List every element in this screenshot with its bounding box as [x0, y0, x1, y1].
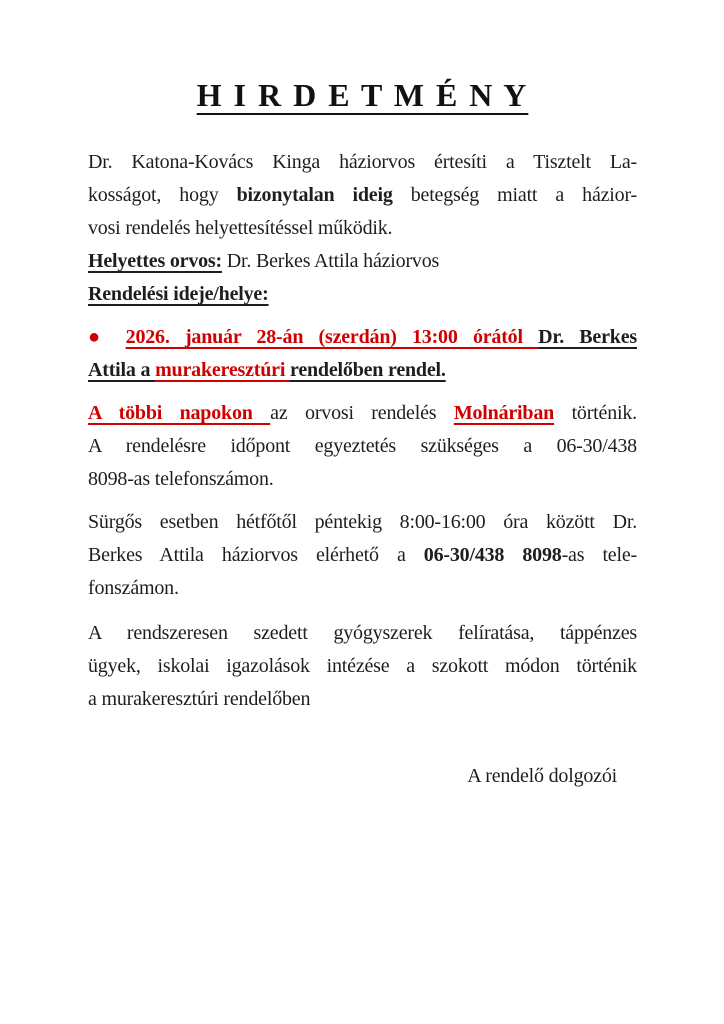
- intro-line-1: [88, 146, 637, 179]
- urgent-line-1-text: Sürgős esetben hétfőtől péntekig 8:00-16:00 óra között Dr.: [88, 511, 637, 533]
- intro-line-3-text: vosi rendelés helyettesítéssel működik.: [88, 217, 393, 239]
- routine-admin-paragraph: [88, 617, 637, 716]
- intro-line-2-post: betegség miatt a házior-: [392, 184, 637, 206]
- routine-line-1-text: A rendszeresen szedett gyógyszerek felíratása, táppénzes: [88, 622, 637, 644]
- routine-line-3: [88, 683, 637, 716]
- other-days-location-red: Molnáriban: [453, 402, 555, 424]
- schedule-heading-line: [88, 278, 637, 311]
- routine-line-2: [88, 650, 637, 683]
- intro-paragraph: [88, 146, 637, 311]
- intro-line-2-pre: kosságot, hogy: [88, 184, 237, 206]
- notice-title: [88, 72, 637, 118]
- intro-line-2-bold: bizonytalan ideig: [236, 184, 393, 206]
- urgent-phone-number: 06-30/438 8098: [423, 544, 562, 566]
- urgent-line-3: [88, 572, 637, 605]
- substitute-doctor-line: [88, 245, 637, 278]
- substitute-doctor-value: Dr. Berkes Attila háziorvos: [221, 250, 440, 272]
- bullet-line-1: [88, 321, 637, 354]
- bullet-line-2: [88, 354, 637, 387]
- signature-text: A rendelő dolgozói: [467, 765, 617, 787]
- intro-line-1-text: Dr. Katona-Kovács Kinga háziorvos értesíti a Tisztelt La-: [88, 151, 637, 173]
- schedule-heading-label: Rendelési ideje/helye:: [88, 283, 269, 305]
- routine-line-1: [88, 617, 637, 650]
- intro-line-2: [88, 179, 637, 212]
- bullet-marker-icon: ●: [88, 326, 126, 348]
- urgent-line-2-post: -as tele-: [561, 544, 637, 566]
- bullet-date-red: 2026. január 28-án (szerdán) 13:00 órától: [125, 326, 539, 348]
- other-days-line-3-text: 8098-as telefonszámon.: [88, 468, 274, 490]
- urgent-line-2-pre: Berkes Attila háziorvos elérhető a: [88, 544, 424, 566]
- other-days-plain-1: az orvosi rendelés: [270, 402, 454, 424]
- intro-line-3: [88, 212, 637, 245]
- routine-line-2-text: ügyek, iskolai igazolások intézése a szokott módon történik: [88, 655, 637, 677]
- other-days-line-2: [88, 430, 637, 463]
- schedule-bullet-item: [88, 321, 637, 387]
- other-days-plain-2: történik.: [554, 402, 637, 424]
- signature-line: [88, 760, 637, 793]
- other-days-red: A többi napokon: [88, 402, 271, 424]
- routine-line-3-text: a murakeresztúri rendelőben: [88, 688, 311, 710]
- urgent-contact-paragraph: [88, 506, 637, 605]
- urgent-line-2: [88, 539, 637, 572]
- bullet-location-red: murakeresztúri: [155, 359, 291, 381]
- bullet-tail-black: rendelőben rendel.: [290, 359, 446, 381]
- other-days-line-1: [88, 397, 637, 430]
- other-days-line-2-text: A rendelésre időpont egyeztetés szükséges a 06-30/438: [88, 435, 637, 457]
- bullet-doctor-black: Dr. Berkes: [538, 326, 637, 348]
- substitute-doctor-label: Helyettes orvos:: [88, 250, 222, 272]
- urgent-line-3-text: fonszámon.: [88, 577, 179, 599]
- urgent-line-1: [88, 506, 637, 539]
- bullet-doctor-cont: Attila a: [88, 359, 156, 381]
- other-days-line-3: [88, 463, 637, 496]
- other-days-paragraph: [88, 397, 637, 496]
- notice-title-text: H I R D E T M É N Y: [196, 77, 529, 113]
